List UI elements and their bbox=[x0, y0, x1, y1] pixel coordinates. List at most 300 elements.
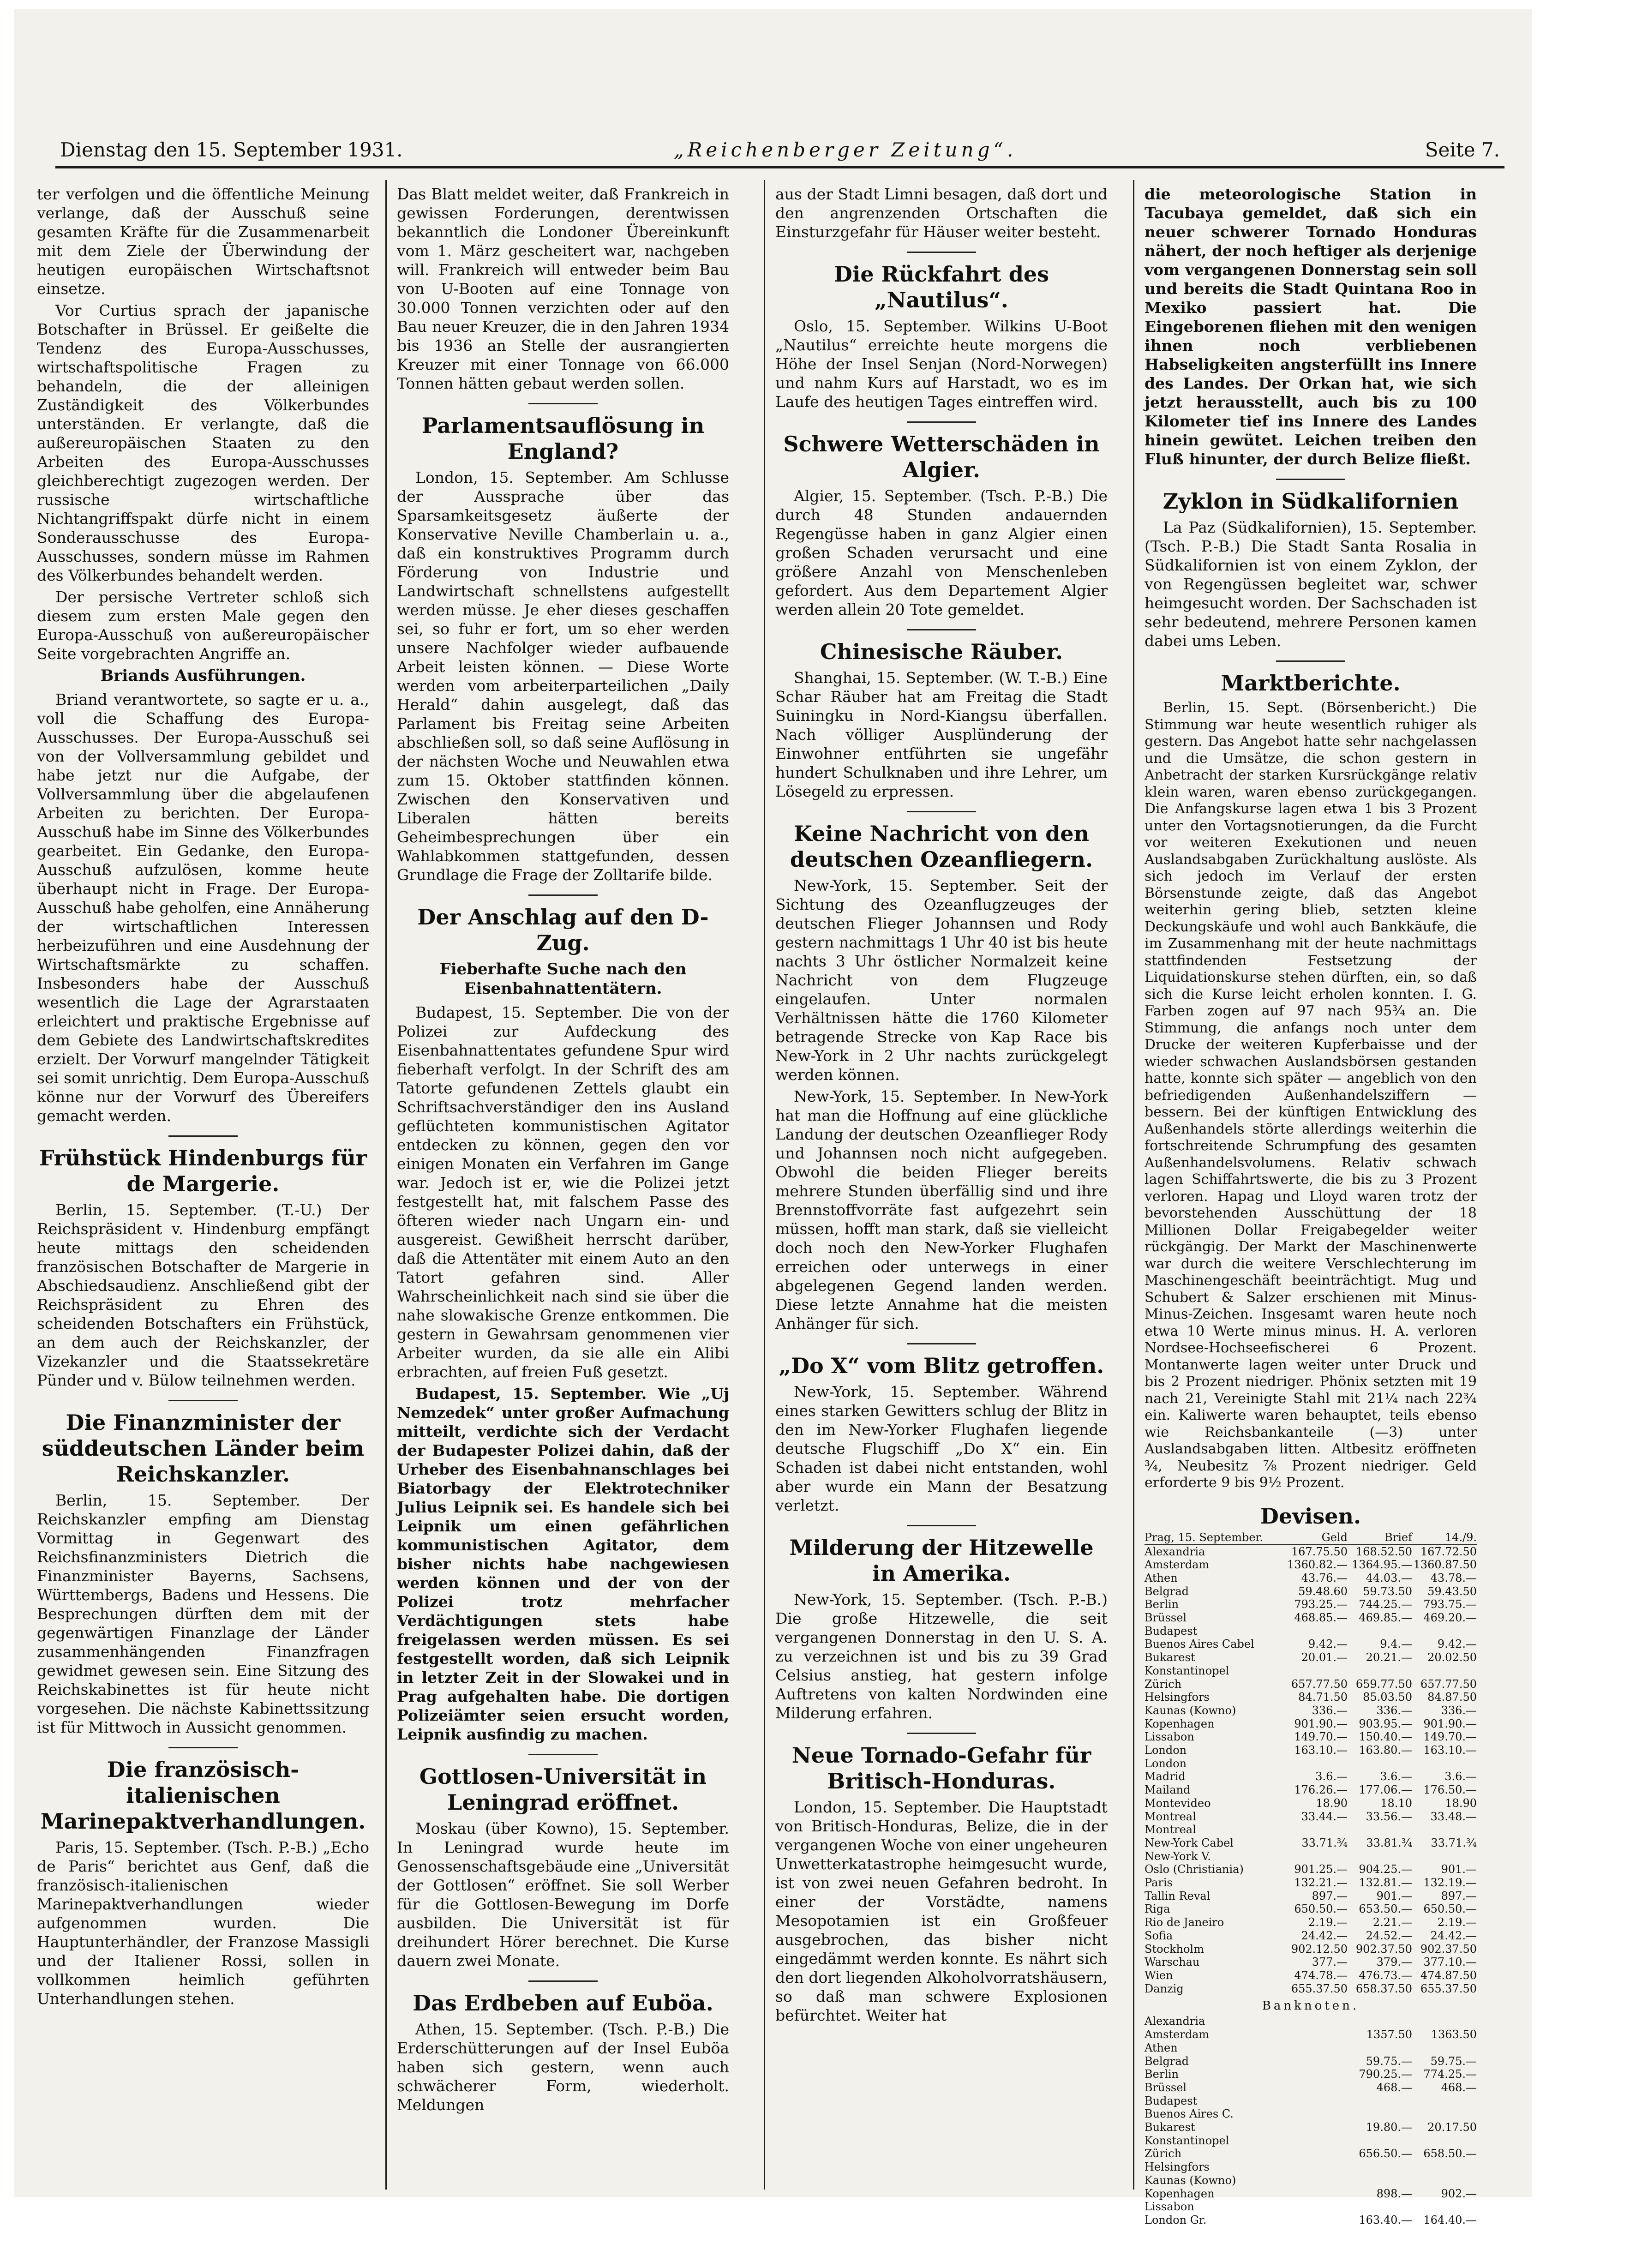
currency-rate: 43.78.— bbox=[1430, 1571, 1477, 1584]
currency-name: Kopenhagen bbox=[1145, 1717, 1215, 1730]
column-rule bbox=[385, 180, 387, 2190]
currency-name: Alexandria bbox=[1145, 2015, 1205, 2028]
currency-rate bbox=[1348, 2200, 1412, 2214]
issue-date: Dienstag den 15. September 1931. bbox=[60, 138, 403, 161]
devisen-table bbox=[1145, 1545, 1477, 1996]
currency-name: Konstantinopel bbox=[1145, 1664, 1229, 1677]
currency-rate bbox=[1348, 1850, 1412, 1863]
currency-name: Berlin bbox=[1145, 2068, 1179, 2081]
currency-rate: 3.6.— bbox=[1380, 1770, 1412, 1783]
currency-name: Riga bbox=[1145, 1902, 1170, 1916]
currency-rate: 468.85.— bbox=[1294, 1611, 1348, 1625]
currency-rate: 658.37.50 bbox=[1355, 1982, 1412, 1995]
banknoten-row bbox=[1145, 2055, 1477, 2068]
currency-rate: 163.10.— bbox=[1294, 1744, 1348, 1757]
devisen-row bbox=[1145, 1625, 1477, 1638]
currency-rate: 59.75.— bbox=[1430, 2054, 1477, 2068]
article-text: Paris, 15. September. (Tsch. P.-B.) „Echo de Paris“ berichtet aus Genf, daß die französisch-italienischen Marinepaktverhandlungen wieder aufgenommen wurden. Die Hauptunterhändler, der Franzose Massigli und der Italiener Rossi, sollen in vollkommen heimlich geführten Unterhandlungen stehen. bbox=[37, 1838, 369, 2008]
currency-rate: 163.10.— bbox=[1423, 1744, 1477, 1757]
article-text: New-York, 15. September. (Tsch. P.-B.) Die große Hitzewelle, die seit vergangenen Donnerstag in den U. S. A. zu verzeichnen ist und bis zu 39 Grad Celsius anstieg, hat gestern infolge Auftretens von kalten Nordwinden eine Milderung erfahren. bbox=[775, 1590, 1108, 1722]
article-text: New-York, 15. September. Während eines starken Gewitters schlug der Blitz in den im New-Yorker Flughafen liegende deutsche Flugschiff „Do X“ ein. Ein Schaden ist dabei nicht entstanden, wohl aber wurde ein Mann der Besatzung verletzt. bbox=[775, 1383, 1108, 1514]
currency-rate bbox=[1283, 2187, 1348, 2201]
currency-rate: 474.87.50 bbox=[1420, 1969, 1477, 1982]
currency-rate: 167.72.50 bbox=[1420, 1545, 1477, 1558]
currency-rate bbox=[1283, 2200, 1348, 2214]
banknoten-row bbox=[1145, 2094, 1477, 2108]
separator bbox=[168, 1400, 238, 1401]
banknoten-row bbox=[1145, 2200, 1477, 2214]
banknoten-row bbox=[1145, 2028, 1477, 2041]
article-headline: Die französisch-italienischen Marinepaktverhandlungen. bbox=[40, 1757, 366, 1834]
currency-name: Warschau bbox=[1145, 1956, 1200, 1969]
currency-rate: 33.71.¾ bbox=[1301, 1836, 1348, 1849]
currency-name: Athen bbox=[1145, 1571, 1178, 1584]
currency-rate bbox=[1283, 1664, 1348, 1678]
separator bbox=[528, 1980, 598, 1982]
currency-rate: 476.73.— bbox=[1359, 1969, 1412, 1982]
currency-rate: 336.— bbox=[1376, 1704, 1412, 1717]
separator bbox=[168, 1135, 238, 1137]
column-2 bbox=[397, 185, 729, 2194]
devisen-header-geld: Geld bbox=[1321, 1530, 1348, 1544]
separator bbox=[1276, 479, 1345, 480]
currency-name: Bukarest bbox=[1145, 1651, 1195, 1664]
article-text: Das Blatt meldet weiter, daß Frankreich in gewissen Forderungen, derentwissen bekanntlich die Londoner Übereinkunft vom 1. März gescheitert war, nachgeben will. Frankreich will entweder beim Bau von U-Booten auf eine Tonnage von 30.000 Tonnen verzichten oder auf den Bau neuer Kreuzer, die in den Jahren 1934 bis 1936 an Stelle der ausrangierten Kreuzer mit einer Tonnage von 66.000 Tonnen hätten gebaut werden sollen. bbox=[397, 185, 729, 392]
article-headline: Neue Tornado-Gefahr für Britisch-Honduras. bbox=[791, 1743, 1091, 1794]
currency-rate: 2.19.— bbox=[1437, 1916, 1477, 1929]
currency-name: London Gr. bbox=[1145, 2213, 1207, 2226]
currency-rate: 59.43.50 bbox=[1427, 1584, 1477, 1598]
currency-rate: 167.75.50 bbox=[1291, 1545, 1348, 1558]
currency-name: Bukarest bbox=[1145, 2121, 1195, 2134]
column-1 bbox=[37, 185, 369, 2194]
currency-rate bbox=[1283, 2134, 1348, 2148]
currency-rate: 177.06.— bbox=[1359, 1783, 1412, 1797]
currency-rate: 33.81.¾ bbox=[1366, 1836, 1412, 1849]
currency-rate: 901.25.— bbox=[1294, 1863, 1348, 1876]
currency-name: Belgrad bbox=[1145, 2054, 1189, 2068]
currency-rate: 469.20.— bbox=[1423, 1611, 1477, 1625]
currency-rate: 3.6.— bbox=[1444, 1770, 1477, 1783]
currency-rate: 20.02.50 bbox=[1427, 1651, 1477, 1664]
currency-rate: 33.44.— bbox=[1301, 1810, 1348, 1823]
currency-name: Helsingfors bbox=[1145, 1691, 1210, 1704]
currency-rate bbox=[1283, 2147, 1348, 2160]
currency-rate: 1360.87.50 bbox=[1413, 1558, 1477, 1572]
currency-name: Montevideo bbox=[1145, 1796, 1211, 1810]
article-headline: Keine Nachricht von den deutschen Ozeanfliegern. bbox=[790, 821, 1093, 872]
currency-rate bbox=[1283, 2121, 1348, 2134]
masthead bbox=[55, 138, 1504, 168]
currency-rate: 469.85.— bbox=[1359, 1611, 1412, 1625]
currency-rate: 658.50.— bbox=[1423, 2147, 1477, 2160]
currency-rate bbox=[1283, 1757, 1348, 1770]
currency-rate bbox=[1283, 1823, 1348, 1836]
currency-rate bbox=[1348, 1625, 1412, 1638]
separator bbox=[1276, 660, 1345, 662]
currency-rate: 9.42.— bbox=[1437, 1638, 1477, 1651]
market-report-headline: Marktberichte. bbox=[1221, 671, 1401, 696]
article-text: Athen, 15. September. (Tsch. P.-B.) Die Erderschütterungen auf der Insel Euböa haben sich gestern, wenn auch schwächerer Form, wiederholt. Meldungen bbox=[397, 2020, 729, 2114]
currency-rate: 336.— bbox=[1312, 1704, 1348, 1717]
currency-name: Brüssel bbox=[1145, 2081, 1187, 2094]
column-4 bbox=[1145, 185, 1477, 2226]
banknoten-row bbox=[1145, 2107, 1477, 2121]
devisen-row bbox=[1145, 1783, 1477, 1797]
article-headline: Milderung der Hitzewelle in Amerika. bbox=[789, 1535, 1094, 1586]
currency-rate bbox=[1412, 2015, 1477, 2028]
currency-rate: 656.50.— bbox=[1359, 2147, 1412, 2160]
currency-rate bbox=[1412, 2134, 1477, 2148]
currency-rate bbox=[1348, 1823, 1412, 1836]
devisen-row bbox=[1145, 1770, 1477, 1783]
devisen-row bbox=[1145, 1638, 1477, 1651]
currency-rate: 9.42.— bbox=[1308, 1638, 1348, 1651]
currency-rate: 793.25.— bbox=[1294, 1598, 1348, 1611]
article-headline: „Do X“ vom Blitz getroffen. bbox=[779, 1353, 1104, 1378]
article-text: New-York, 15. September. Seit der Sichtung des Ozeanflugzeuges der deutschen Flieger Johannsen und Rody gestern nachmittags 1 Uhr 40 ist bis heute nachts 3 Uhr östlicher Normalzeit keine Nachricht von dem Flugzeuge eingelaufen. Unter normalen Verhältnissen hätte die 1760 Kilometer betragende Strecke von Kap Race bis New-York in 2 Uhr nachts zurückgelegt werden können. bbox=[775, 876, 1108, 1084]
currency-rate: 379.— bbox=[1376, 1956, 1412, 1969]
banknoten-title: Banknoten. bbox=[1262, 1999, 1360, 2013]
separator bbox=[168, 1747, 238, 1748]
currency-rate bbox=[1283, 2041, 1348, 2055]
devisen-row bbox=[1145, 1572, 1477, 1585]
article-text: London, 15. September. Die Hauptstadt von Britisch-Honduras, Belize, die in der vergangenen Woche von einer ungeheuren Unwetterkatastrophe heimgesucht wurde, ist von zwei neuen Gefahren bedroht. In einer der Vorstädte, namens Mesopotamien ist ein Großfeuer ausgebrochen, das bisher nicht eingedämmt werden konnte. Es nährt sich den dort liegenden Alkoholvorratshäusern, so daß man schwere Explosionen befürchtet. Weiter hat bbox=[775, 1798, 1108, 2024]
newspaper-title: „Reichenberger Zeitung“. bbox=[674, 138, 1017, 161]
article-headline: Zyklon in Südkalifornien bbox=[1163, 489, 1459, 514]
currency-rate: 24.52.— bbox=[1366, 1929, 1412, 1942]
currency-rate: 150.40.— bbox=[1359, 1730, 1412, 1744]
devisen-row bbox=[1145, 1651, 1477, 1664]
article-text: London, 15. September. Am Schlusse der Aussprache über das Sparsamkeitsgesetz äußerte der Konservative Neville Chamberlain u. a., daß ein konstruktives Programm durch Förderung von Industrie und Landwirtschaft schnellstens aufgestellt werden müsse. Je eher dieses geschaffen sei, so fuhr er fort, um so eher werden unsere Nachfolger wieder aufbauende Arbeit leisten können. — Diese Worte werden vom arbeiterparteilichen „Daily Herald“ dahin ausgelegt, daß das Parlament bis Freitag seine Arbeiten abschließen soll, so daß seine Auflösung in der nächsten Woche und Neuwahlen etwa zum 15. Oktober stattfinden können. Zwischen den Konservativen und Liberalen hätten bereits Geheimbesprechungen über ein Wahlabkommen stattgefunden, dessen Grundlage die Frage der Zolltarife bilde. bbox=[397, 468, 729, 884]
currency-rate: 132.81.— bbox=[1359, 1876, 1412, 1890]
banknoten-table bbox=[1145, 2015, 1477, 2226]
devisen-row bbox=[1145, 1797, 1477, 1810]
currency-rate bbox=[1283, 2068, 1348, 2081]
banknoten-row bbox=[1145, 2041, 1477, 2055]
currency-name: Athen bbox=[1145, 2041, 1178, 2054]
currency-rate: 20.01.— bbox=[1301, 1651, 1348, 1664]
currency-rate: 898.— bbox=[1376, 2187, 1412, 2200]
currency-name: Kopenhagen bbox=[1145, 2187, 1215, 2200]
article-headline: Schwere Wetterschäden in Algier. bbox=[783, 432, 1100, 482]
currency-rate: 20.21.— bbox=[1366, 1651, 1412, 1664]
currency-rate: 9.4.— bbox=[1380, 1638, 1412, 1651]
currency-rate: 33.71.¾ bbox=[1431, 1836, 1477, 1849]
currency-name: Amsterdam bbox=[1145, 1558, 1210, 1572]
currency-name: Wien bbox=[1145, 1969, 1173, 1982]
column-rule bbox=[1133, 180, 1134, 2190]
currency-name: Budapest bbox=[1145, 1624, 1198, 1638]
currency-rate: 336.— bbox=[1441, 1704, 1477, 1717]
currency-rate: 176.50.— bbox=[1423, 1783, 1477, 1797]
currency-rate: 774.25.— bbox=[1423, 2068, 1477, 2081]
devisen-row bbox=[1145, 1929, 1477, 1943]
devisen-row bbox=[1145, 1863, 1477, 1876]
banknoten-row bbox=[1145, 2068, 1477, 2081]
currency-name: Kaunas (Kowno) bbox=[1145, 1704, 1236, 1717]
currency-rate bbox=[1348, 2041, 1412, 2055]
currency-rate: 1360.82.— bbox=[1287, 1558, 1348, 1572]
currency-name: Danzig bbox=[1145, 1982, 1184, 1995]
currency-rate: 904.25.— bbox=[1359, 1863, 1412, 1876]
currency-rate: 59.48.60 bbox=[1298, 1584, 1348, 1598]
currency-rate: 650.50.— bbox=[1423, 1902, 1477, 1916]
currency-name: Buenos Aires C. bbox=[1145, 2107, 1234, 2121]
currency-rate bbox=[1283, 1850, 1348, 1863]
currency-rate: 657.77.50 bbox=[1291, 1677, 1348, 1691]
separator bbox=[907, 1733, 976, 1734]
currency-rate bbox=[1283, 2055, 1348, 2068]
currency-rate: 897.— bbox=[1441, 1889, 1477, 1902]
currency-rate: 744.25.— bbox=[1359, 1598, 1412, 1611]
devisen-row bbox=[1145, 1664, 1477, 1678]
currency-name: Sofia bbox=[1145, 1929, 1173, 1942]
devisen-row bbox=[1145, 1757, 1477, 1770]
currency-name: Rio de Janeiro bbox=[1145, 1916, 1224, 1929]
banknoten-row bbox=[1145, 2174, 1477, 2187]
article-headline: Chinesische Räuber. bbox=[820, 639, 1063, 664]
devisen-header bbox=[1145, 1530, 1477, 1545]
currency-name: New-York Cabel bbox=[1145, 1836, 1234, 1849]
currency-rate: 901.— bbox=[1376, 1889, 1412, 1902]
banknoten-row bbox=[1145, 2081, 1477, 2094]
currency-rate bbox=[1412, 2094, 1477, 2108]
devisen-row bbox=[1145, 1598, 1477, 1611]
currency-name: Kaunas (Kowno) bbox=[1145, 2173, 1236, 2187]
currency-rate: 176.26.— bbox=[1294, 1783, 1348, 1797]
devisen-header-brief: Brief bbox=[1384, 1530, 1412, 1544]
column-rule bbox=[764, 180, 765, 2190]
article-headline: Der Anschlag auf den D-Zug. bbox=[417, 905, 709, 955]
article-text: ter verfolgen und die öffentliche Meinung verlange, daß der Ausschuß seine gesamten Kräfte für die Zusammenarbeit mit dem Ziele der Überwindung der heutigen europäischen Wirtschaftsnot einsetze. bbox=[37, 185, 369, 298]
currency-rate: 902.37.50 bbox=[1355, 1942, 1412, 1956]
article-text: New-York, 15. September. In New-York hat man die Hoffnung auf eine glückliche Landung der deutschen Ozeanflieger Rody und Johannsen noch nicht aufgegeben. Obwohl die beiden Flieger bereits mehrere Stunden überfällig sind und ihre Brennstoffvorräte fast aufgezehrt sein müssen, hofft man stark, daß sie vielleicht doch noch den New-Yorker Flughafen erreichen oder unterwegs in einer abgelegenen Gegend landen werden. Diese letzte Annahme hat die meisten Anhänger für sich. bbox=[775, 1087, 1108, 1332]
currency-name: Alexandria bbox=[1145, 1545, 1205, 1558]
currency-rate: 168.52.50 bbox=[1355, 1545, 1412, 1558]
separator bbox=[907, 1343, 976, 1344]
currency-rate: 24.42.— bbox=[1301, 1929, 1348, 1942]
devisen-row bbox=[1145, 1611, 1477, 1625]
currency-rate bbox=[1412, 1850, 1477, 1863]
article-text: Moskau (über Kowno), 15. September. In Leningrad wurde heute im Genossenschaftsgebäude eine „Universität der Gottlosen“ eröffnet. Sie soll Werber für die Gottlosen-Bewegung im Dorfe ausbilden. Die Universität ist für dreihundert Hörer berechnet. Die Kurse dauern zwei Monate. bbox=[397, 1819, 729, 1970]
currency-rate bbox=[1412, 2174, 1477, 2187]
currency-rate bbox=[1283, 2028, 1348, 2041]
currency-rate bbox=[1348, 1757, 1412, 1770]
currency-name: Budapest bbox=[1145, 2094, 1198, 2107]
currency-rate: 902.— bbox=[1441, 2187, 1477, 2200]
devisen-row bbox=[1145, 1545, 1477, 1559]
currency-rate bbox=[1283, 2081, 1348, 2094]
currency-rate: 1357.50 bbox=[1366, 2028, 1412, 2041]
currency-rate: 85.03.50 bbox=[1363, 1691, 1412, 1704]
currency-name: Belgrad bbox=[1145, 1584, 1189, 1598]
currency-rate: 18.10 bbox=[1380, 1796, 1412, 1810]
currency-rate bbox=[1412, 1757, 1477, 1770]
currency-rate bbox=[1348, 2094, 1412, 2108]
separator bbox=[528, 894, 598, 896]
currency-rate bbox=[1283, 2174, 1348, 2187]
currency-rate: 1364.95.— bbox=[1352, 1558, 1412, 1572]
devisen-row bbox=[1145, 1969, 1477, 1982]
devisen-row bbox=[1145, 1558, 1477, 1572]
currency-rate: 18.90 bbox=[1445, 1796, 1477, 1810]
devisen-row bbox=[1145, 1850, 1477, 1863]
article-headline: Die Rückfahrt des „Nautilus“. bbox=[833, 262, 1049, 312]
currency-name: Madrid bbox=[1145, 1770, 1186, 1783]
article-text: Budapest, 15. September. Wie „Uj Nemzedek“ unter großer Aufmachung mitteilt, verdichte sich der Verdacht der Budapester Polizei dahin, daß der Urheber des Eisenbahnanschlages bei Biatorbagy der Elektrotechniker Julius Leipnik sei. Es handele sich bei Leipnik um einen gefährlichen kommunistischen Agitator, dem bisher nichts habe nachgewiesen werden können und der von der Polizei trotz mehrfacher Verdächtigungen stets habe freigelassen werden müssen. Es sei festgestellt worden, daß sich Leipnik in letzter Zeit in der Slowakei und in Prag aufgehalten habe. Die dortigen Polizeiämter seien ersucht worden, Leipnik ausfindig zu machen. bbox=[397, 1385, 729, 1743]
currency-rate bbox=[1348, 2107, 1412, 2121]
currency-rate: 163.40.— bbox=[1359, 2213, 1412, 2226]
currency-rate: 468.— bbox=[1441, 2081, 1477, 2094]
currency-rate: 657.77.50 bbox=[1420, 1677, 1477, 1691]
banknoten-row bbox=[1145, 2121, 1477, 2134]
currency-rate: 901.— bbox=[1441, 1863, 1477, 1876]
currency-name: New-York V. bbox=[1145, 1849, 1211, 1863]
currency-rate bbox=[1412, 1664, 1477, 1678]
currency-rate: 132.19.— bbox=[1423, 1876, 1477, 1890]
devisen-row bbox=[1145, 1902, 1477, 1916]
devisen-row bbox=[1145, 1982, 1477, 1996]
article-headline: Die Finanzminister der süddeutschen Länder beim Reichskanzler. bbox=[42, 1410, 365, 1487]
currency-rate: 149.70.— bbox=[1423, 1730, 1477, 1744]
devisen-row bbox=[1145, 1585, 1477, 1598]
currency-name: Konstantinopel bbox=[1145, 2134, 1229, 2147]
currency-rate: 903.95.— bbox=[1359, 1717, 1412, 1730]
currency-rate: 18.90 bbox=[1316, 1796, 1348, 1810]
currency-rate: 655.37.50 bbox=[1291, 1982, 1348, 1995]
currency-name: Brüssel bbox=[1145, 1611, 1187, 1625]
currency-name: London bbox=[1145, 1757, 1187, 1770]
currency-rate bbox=[1412, 1823, 1477, 1836]
article-text: Der persische Vertreter schloß sich diesem zum ersten Male gegen den Europa-Ausschuß von außereuropäischer Seite vorgebrachten Angriffe an. bbox=[37, 588, 369, 663]
currency-name: Lissabon bbox=[1145, 2200, 1194, 2214]
devisen-row bbox=[1145, 1836, 1477, 1850]
currency-rate bbox=[1283, 1625, 1348, 1638]
article-text: Oslo, 15. September. Wilkins U-Boot „Nautilus“ erreichte heute morgens die Höhe der Insel Senjan (Nord-Norwegen) und nahm Kurs auf Harstadt, wo es im Laufe des heutigen Tages eintreffen wird. bbox=[775, 317, 1108, 411]
banknoten-row bbox=[1145, 2134, 1477, 2148]
article-text: die meteorologische Station in Tacubaya gemeldet, daß sich ein neuer schwerer Tornado Honduras nähert, der noch heftiger als derjenige vom vergangenen Donnerstag sein soll und bereits die Stadt Quintana Roo in Mexiko passiert hat. Die Eingeborenen fliehen mit den wenigen ihnen noch verbliebenen Habseligkeiten angsterfüllt ins Innere des Landes. Der Orkan hat, wie sich jetzt herausstellt, auch bis zu 100 Kilometer tief ins Innere des Landes hinein gewütet. Leichen treiben den Fluß hinunter, der durch Belize fließt. bbox=[1145, 185, 1477, 468]
currency-rate bbox=[1283, 2094, 1348, 2108]
currency-rate: 655.37.50 bbox=[1420, 1982, 1477, 1995]
article-headline: Parlamentsauflösung in England? bbox=[421, 413, 705, 464]
currency-rate bbox=[1283, 2214, 1348, 2227]
currency-rate: 84.87.50 bbox=[1427, 1691, 1477, 1704]
currency-rate: 650.50.— bbox=[1294, 1902, 1348, 1916]
article-text: Briand verantwortete, so sagte er u. a., voll die Schaffung des Europa-Ausschusses. Der Europa-Ausschuß sei von der Vollversammlung gebildet und habe jetzt nur die Aufgabe, der Vollversammlung über die abgelaufenen Arbeiten zu berichten. Der Europa-Ausschuß habe im Sinne des Völkerbundes gearbeitet. Ein Gedanke, den Europa-Ausschuß aufzulösen, komme heute überhaupt nicht in Frage. Der Europa-Ausschuß habe geholfen, eine Annäherung der wirtschaftlichen Interessen herbeizuführen und eine Ausdehnung der Wirtschaftsmärkte zu schaffen. Insbesonders habe der Ausschuß wesentlich die Lage der Agrarstaaten erleichtert und praktische Ergebnisse auf dem Gebiete des Landwirtschaftskredites erzielt. Der Vorwurf mangelnder Tätigkeit sei somit unrichtig. Dem Europa-Ausschuß könne nur der Vorwurf des Übereifers gemacht werden. bbox=[37, 690, 369, 1125]
currency-name: Mailand bbox=[1145, 1783, 1191, 1797]
currency-rate: 19.80.— bbox=[1366, 2121, 1412, 2134]
currency-name: London bbox=[1145, 1744, 1187, 1757]
column-3 bbox=[775, 185, 1108, 2194]
banknoten-row bbox=[1145, 2147, 1477, 2160]
currency-rate: 377.— bbox=[1312, 1956, 1348, 1969]
article-text: Algier, 15. September. (Tsch. P.-B.) Die durch 48 Stunden andauernden Regengüsse haben in ganz Algier einen großen Schaden verursacht und eine größere Anzahl von Menschenleben gefordert. Aus dem Departement Algier werden allein 20 Tote gemeldet. bbox=[775, 487, 1108, 618]
article-text: aus der Stadt Limni besagen, daß dort und den angrenzenden Ortschaften die Einsturzgefahr für Häuser weiter besteht. bbox=[775, 185, 1108, 241]
currency-rate bbox=[1283, 2015, 1348, 2028]
currency-name: Zürich bbox=[1145, 1677, 1182, 1691]
market-report-text: Berlin, 15. Sept. (Börsenbericht.) Die Stimmung war heute wesentlich ruhiger als gestern. Das Angebot hatte sehr nachgelassen und die Umsätze, die schon gestern in Anbetracht der starken Kursrückgänge relativ klein waren, waren ebenso zurückgegangen. Die Anfangskurse lagen etwa 1 bis 3 Prozent unter den Vortagsnotierungen, da die Furcht vor weiteren Exekutionen und neuen Auslandsabgaben Zurückhaltung auslöste. Als sich jedoch im Verlauf der ersten Börsenstunde zeigte, daß das Angebot weiterhin gering blieb, setzten kleine Deckungskäufe und wohl auch Bankkäufe, die im Zusammenhang mit der heute nachmittags stattfindenden Festsetzung der Liquidationskurse stehen dürften, ein, so daß sich die Kurse leicht erholen konnten. I. G. Farben zogen auf 97 nach 95¾ an. Die Stimmung, die anfangs noch unter dem Drucke der weiteren Kupferbaisse und der wieder schwachen Auslandsbörsen gestanden hatte, konnte sich später — angeblich von den befriedigenden Außenhandelsziffern — bessern. Bei der künftigen Entwicklung des Außenhandels störte allerdings weiterhin die fortschreitende Schrumpfung des gesamten Außenhandelsvolumens. Relativ schwach lagen Schiffahrtswerte, die bis zu 3 Prozent verloren. Hapag und Lloyd waren trotz der bevorstehenden Ausschüttung der 18 Millionen Dollar Freigabegelder weiter rückgängig. Der Markt der Maschinenwerte war durch die weitere Verschlechterung im Maschinengeschäft beeinträchtigt. Mug und Schubert & Salzer erschienen mit Minus-Minus-Zeichen. Insgesamt waren heute noch etwa 10 Werte minus minus. H. A. verloren Nordsee-Hochseefischerei 6 Prozent. Montanwerte lagen weiter unter Druck und bis 2 Prozent niedriger. Phönix setzten mit 19 nach 21, Vereinigte Stahl mit 21¼ nach 22¾ ein. Kaliwerte waren behauptet, teils ebenso wie Reichsbankanteile (—3) unter Auslandsabgaben litten. Altbesitz eröffneten ¾, Neubesitz ⅞ Prozent niedriger. Geld erforderte 9 bis 9½ Prozent. bbox=[1145, 700, 1477, 1491]
currency-rate: 902.37.50 bbox=[1420, 1942, 1477, 1956]
article-text: Vor Curtius sprach der japanische Botschafter in Brüssel. Er geißelte die Tendenz des Europa-Ausschusses, wirtschaftspolitische Fragen zu behandeln, die der alleinigen Zuständigkeit des Völkerbundes unterständen. Er verlangte, daß die außereuropäischen Staaten zu den Arbeiten des Europa-Ausschusses gleichberechtigt zugezogen werden. Der russische wirtschaftliche Nichtangriffspakt dürfe nicht in einem Sonderausschusse des Europa-Ausschusses, sondern müsse im Rahmen des Völkerbundes behandelt werden. bbox=[37, 301, 369, 584]
currency-rate bbox=[1283, 2107, 1348, 2121]
currency-rate: 1363.50 bbox=[1431, 2028, 1477, 2041]
currency-rate: 3.6.— bbox=[1315, 1770, 1348, 1783]
separator bbox=[907, 1525, 976, 1526]
article-text: Budapest, 15. September. Die von der Polizei zur Aufdeckung des Eisenbahnattentates gefundene Spur wird fieberhaft verfolgt. In der Schrift des am Tatorte gefundenen Zettels glaubt ein Schriftsachverständiger den ins Ausland geflüchteten kommunistischen Agitator entdecken zu können, gegen den vor einigen Monaten ein Verfahren im Gange war. Jedoch ist er, wie die Polizei jetzt festgestellt hat, mit falschem Passe des öfteren wieder nach Ungarn ein- und ausgereist. Gewißheit herrscht darüber, daß die Attentäter mit einem Auto an den Tatort gefahren sind. Aller Wahrscheinlichkeit nach sind sie über die nahe slowakische Grenze entkommen. Die gestern in Gewahrsam genommenen vier Arbeiter wurden, da sie alle ein Alibi erbrachten, auf freien Fuß gesetzt. bbox=[397, 1003, 729, 1381]
devisen-row bbox=[1145, 1956, 1477, 1969]
article-text: Berlin, 15. September. (T.-U.) Der Reichspräsident v. Hindenburg empfängt heute mittags den scheidenden französischen Botschafter de Margerie in Abschiedsaudienz. Anschließend gibt der Reichspräsident zu Ehren des scheidenden Botschafters ein Frühstück, an dem auch der Reichskanzler, der Vizekanzler und die Staatssekretäre Pünder und v. Bülow teilnehmen werden. bbox=[37, 1201, 369, 1389]
currency-name: Montreal bbox=[1145, 1810, 1196, 1823]
currency-rate bbox=[1412, 2200, 1477, 2214]
currency-rate bbox=[1348, 2015, 1412, 2028]
currency-rate: 2.19.— bbox=[1308, 1916, 1348, 1929]
article-headline: Frühstück Hindenburgs für de Margerie. bbox=[39, 1146, 367, 1196]
currency-rate bbox=[1412, 2160, 1477, 2174]
currency-name: Tallin Reval bbox=[1145, 1889, 1211, 1902]
currency-rate bbox=[1412, 1625, 1477, 1638]
separator bbox=[907, 629, 976, 630]
currency-rate: 901.90.— bbox=[1423, 1717, 1477, 1730]
currency-rate bbox=[1348, 2174, 1412, 2187]
article-text: La Paz (Südkalifornien), 15. September. (Tsch. P.-B.) Die Stadt Santa Rosalia in Südkalifornien ist von einem Zyklon, der von Regengüssen begleitet war, schwer heimgesucht worden. Der Sachschaden ist sehr bedeutend, mehrere Personen kamen dabei ums Leben. bbox=[1145, 518, 1477, 650]
banknoten-row bbox=[1145, 2015, 1477, 2028]
article-text: Berlin, 15. September. Der Reichskanzler empfing am Dienstag Vormittag in Gegenwart des Reichsfinanzministers Dietrich die Finanzminister Bayerns, Sachsens, Württembergs, Badens und Hessens. Die Besprechungen dürften dem mit der gegenwärtigen Finanzlage der Länder zusammenhängenden Finanzfragen gewidmet gewesen sein. Eine Sitzung des Reichskabinettes ist für heute nicht vorgesehen. Die nächste Kabinettssitzung ist für Mittwoch in Aussicht genommen. bbox=[37, 1491, 369, 1736]
currency-rate: 164.40.— bbox=[1423, 2213, 1477, 2226]
currency-rate bbox=[1412, 2041, 1477, 2055]
separator bbox=[907, 421, 976, 423]
section-subheading: Briands Ausführungen. bbox=[100, 666, 306, 685]
currency-rate: 790.25.— bbox=[1359, 2068, 1412, 2081]
devisen-row bbox=[1145, 1691, 1477, 1704]
currency-rate: 24.42.— bbox=[1430, 1929, 1477, 1942]
article-headline: Gottlosen-Universität in Leningrad eröffnet. bbox=[419, 1764, 707, 1815]
currency-name: Buenos Aires Cabel bbox=[1145, 1638, 1254, 1651]
devisen-title: Devisen. bbox=[1260, 1503, 1361, 1529]
currency-rate: 377.10.— bbox=[1423, 1956, 1477, 1969]
devisen-row bbox=[1145, 1823, 1477, 1836]
separator bbox=[907, 252, 976, 253]
currency-rate: 2.21.— bbox=[1372, 1916, 1412, 1929]
currency-rate: 897.— bbox=[1312, 1889, 1348, 1902]
article-text: Shanghai, 15. September. (W. T.-B.) Eine Schar Räuber hat am Freitag die Stadt Suiningku in Nord-Kiangsu überfallen. Nach völliger Ausplünderung der Einwohner entführten sie ungefähr hundert Schulknaben und ihre Lehrer, um Lösegeld zu erpressen. bbox=[775, 669, 1108, 800]
currency-name: Stockholm bbox=[1145, 1942, 1204, 1956]
devisen-row bbox=[1145, 1678, 1477, 1691]
currency-name: Amsterdam bbox=[1145, 2028, 1210, 2041]
banknoten-row bbox=[1145, 2214, 1477, 2227]
currency-rate: 653.50.— bbox=[1359, 1902, 1412, 1916]
currency-rate bbox=[1348, 2134, 1412, 2148]
devisen-row bbox=[1145, 1876, 1477, 1890]
currency-name: Zürich bbox=[1145, 2147, 1182, 2160]
currency-name: Helsingfors bbox=[1145, 2160, 1210, 2174]
currency-rate bbox=[1348, 2160, 1412, 2174]
separator bbox=[907, 811, 976, 812]
currency-name: Paris bbox=[1145, 1876, 1173, 1890]
currency-rate: 474.78.— bbox=[1294, 1969, 1348, 1982]
currency-rate: 659.77.50 bbox=[1355, 1677, 1412, 1691]
devisen-row bbox=[1145, 1730, 1477, 1744]
currency-rate: 902.12.50 bbox=[1291, 1942, 1348, 1956]
currency-rate: 84.71.50 bbox=[1298, 1691, 1348, 1704]
currency-rate: 20.17.50 bbox=[1427, 2121, 1477, 2134]
devisen-row bbox=[1145, 1744, 1477, 1757]
page-number: Seite 7. bbox=[1425, 138, 1500, 161]
devisen-header-prev: 14./9. bbox=[1444, 1530, 1477, 1544]
currency-rate: 33.48.— bbox=[1430, 1810, 1477, 1823]
devisen-row bbox=[1145, 1717, 1477, 1731]
currency-rate bbox=[1412, 2107, 1477, 2121]
